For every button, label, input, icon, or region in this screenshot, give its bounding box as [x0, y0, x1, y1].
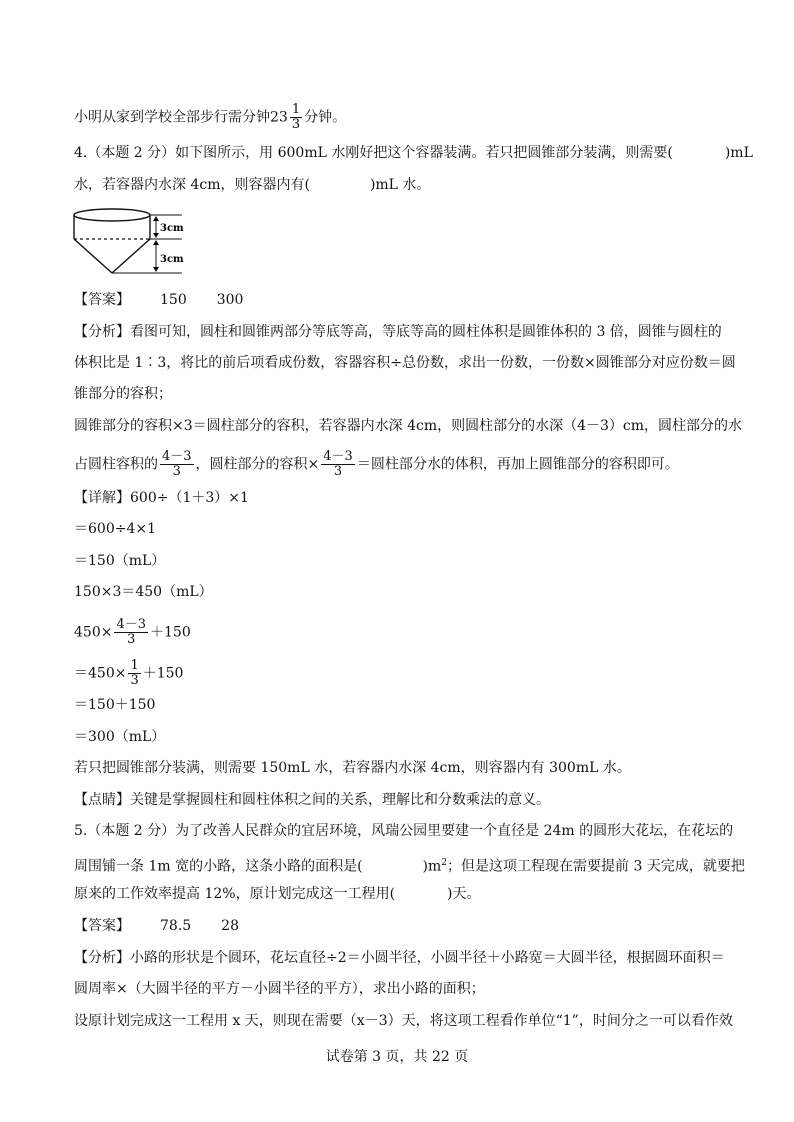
page-footer: 试卷第 3 页，共 22 页: [325, 1049, 469, 1065]
fraction-denominator: 3: [333, 464, 343, 479]
fraction-numerator: 1: [291, 102, 301, 117]
q4-detail-line: ＝150（mL）: [74, 553, 166, 569]
text: 水，若容器内水深 4cm，则容器内有(: [74, 177, 310, 193]
text: ＋150: [142, 665, 184, 682]
q5-analysis-line: 圆周率×（大圆半径的平方－小圆半径的平方），求出小路的面积；: [74, 981, 485, 997]
dimension-label-bottom: 3cm: [160, 254, 184, 265]
text: ＝圆柱部分水的体积，再加上圆锥部分的容积即可。: [356, 456, 679, 473]
arrowhead: [153, 267, 159, 272]
answer-label: 【答案】: [74, 292, 130, 308]
arrowhead: [153, 233, 159, 238]
q5-stem-line2: [74, 853, 745, 877]
q4-detail-line: ＝600÷4×1: [74, 521, 156, 537]
q4-stem-line1: [74, 143, 753, 163]
answer-value: 150: [160, 292, 187, 308]
answer-value: 28: [221, 918, 239, 934]
q4-stem-line2: [74, 175, 430, 195]
fraction-numerator: 4－3: [323, 449, 353, 464]
fraction: [290, 103, 302, 132]
q4-analysis-line: 体积比是 1∶3，将比的前后项看成份数，容器容积÷总份数，求出一份数，一份数×圆锥部分对应份数＝圆: [74, 355, 736, 371]
q4-analysis-line: 圆锥部分的容积×3＝圆柱部分的容积，若容器内水深 4cm，则圆柱部分的水深（4－3）cm，圆柱部分的水: [74, 418, 743, 434]
q4-detail-line: ＝300（mL）: [74, 729, 166, 745]
text: 450×: [74, 624, 113, 641]
arrowhead: [153, 240, 159, 245]
q4-analysis-line: 锥部分的容积；: [74, 386, 172, 402]
text: ，圆柱部分的容积×: [195, 456, 320, 473]
cone-left-edge: [74, 239, 112, 273]
fraction: [114, 618, 148, 647]
fraction-denominator: 3: [172, 464, 181, 479]
q5-stem-line3: [74, 884, 481, 904]
mixed-number-whole: 23: [270, 109, 288, 126]
arrowhead: [153, 216, 159, 221]
superscript: 2: [441, 858, 448, 868]
fraction-denominator: 3: [291, 117, 301, 132]
fraction-numerator: 4－3: [116, 617, 146, 632]
q4-detail-fraction-line: [74, 618, 191, 647]
text: ＝450×: [74, 665, 127, 682]
text: 原来的工作效率提高 12%，原计划完成这一工程用(: [74, 886, 396, 902]
q5-stem-line1: 5.（本题 2 分）为了改善人民群众的宜居环境，风瑞公园里要建一个直径是 24m 的圆形大花坛，在花坛的: [74, 823, 734, 839]
q5-answer: [74, 916, 239, 936]
fraction-denominator: 3: [127, 632, 136, 647]
fraction: [128, 659, 140, 688]
q4-conclusion: 若只把圆锥部分装满，则需要 150mL 水，若容器内水深 4cm，则容器内有 300mL 水。: [74, 760, 631, 776]
q4-analysis-line: 【分析】看图可知，圆柱和圆锥两部分等底等高，等底等高的圆柱体积是圆锥体积的 3 倍，圆锥与圆柱的: [74, 324, 722, 340]
cone-right-edge: [112, 239, 150, 273]
q4-comment: 【点睛】关键是掌握圆柱和圆柱体积之间的关系，理解比和分数乘法的意义。: [74, 792, 550, 808]
fraction: [160, 450, 194, 479]
text: 4.（本题 2 分）如下图所示，用 600mL 水刚好把这个容器装满。若只把圆锥部分装满，则需要(: [74, 145, 673, 161]
fraction-numerator: 1: [130, 658, 139, 673]
line-walk-time: [74, 103, 346, 132]
text: )m: [422, 858, 442, 875]
answer-value: 300: [216, 292, 244, 308]
cylinder-top-ellipse: [74, 209, 150, 221]
q4-detail-line: 150×3＝450（mL）: [74, 584, 213, 600]
q4-answer: [74, 290, 243, 310]
text: )mL: [724, 145, 753, 161]
fraction: [321, 450, 355, 479]
text: )天。: [447, 886, 481, 902]
fraction-numerator: 4－3: [162, 449, 192, 464]
q4-detail-line: 【详解】600÷（1＋3）×1: [74, 490, 249, 506]
answer-value: 78.5: [160, 918, 192, 934]
q5-analysis-line: 【分析】小路的形状是个圆环，花坛直径÷2＝小圆半径，小圆半径＋小路宽＝大圆半径，根据圆环面积＝: [74, 950, 725, 966]
dimension-label-top: 3cm: [160, 223, 184, 234]
q4-analysis-fraction-line: [74, 450, 679, 479]
text: 小明从家到学校全部步行需分钟: [74, 109, 270, 126]
text: 占圆柱容积的: [74, 456, 158, 473]
container-figure: [70, 205, 190, 280]
text: ＋150: [150, 624, 191, 641]
q4-detail-fraction-line: [74, 659, 183, 688]
text: )mL 水。: [369, 177, 431, 193]
text: 分钟。: [304, 109, 347, 126]
text: ；但是这项工程现在需要提前 3 天完成，就要把: [447, 858, 745, 875]
q4-detail-line: ＝150＋150: [74, 697, 156, 713]
q5-analysis-line: 设原计划完成这一工程用 x 天，则现在需要（x－3）天，将这项工程看作单位“1”，时间分之一可以看作效: [74, 1013, 733, 1029]
fraction-denominator: 3: [130, 673, 139, 688]
text: 周围铺一条 1m 宽的小路，这条小路的面积是(: [74, 858, 363, 875]
answer-label: 【答案】: [74, 918, 130, 934]
